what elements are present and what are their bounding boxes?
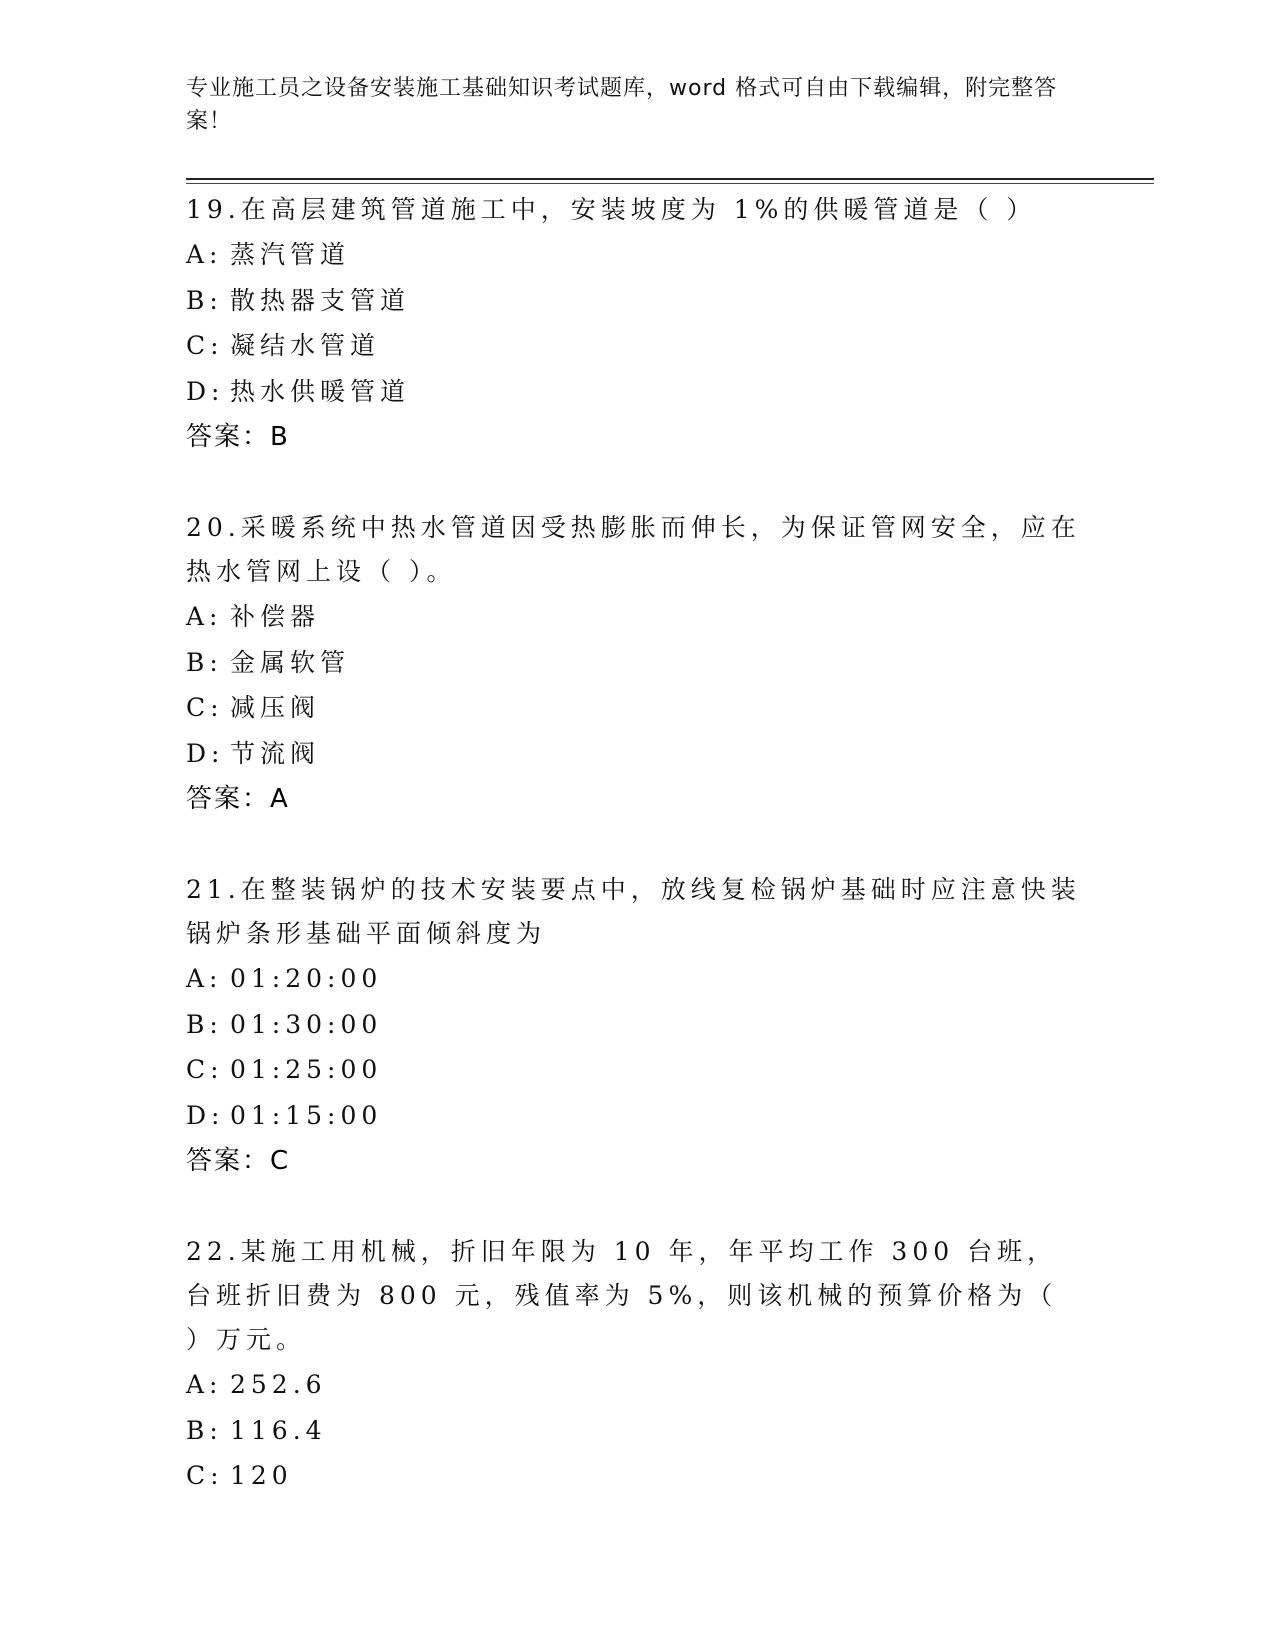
option-text: 热水供暖管道 — [230, 376, 411, 406]
header-divider-thin — [186, 183, 1154, 184]
document-header: 专业施工员之设备安装施工基础知识考试题库，word 格式可自由下载编辑，附完整答案！ — [186, 76, 1058, 134]
option-letter: A: — [186, 602, 223, 631]
option-letter: C: — [186, 693, 224, 722]
option-letter: D: — [186, 738, 225, 768]
option-a — [186, 594, 1086, 640]
option-b — [186, 1408, 1086, 1454]
option-letter: B: — [186, 1415, 223, 1445]
answer-line: 答案：B — [186, 422, 290, 452]
question-20 — [186, 506, 1086, 822]
answer-line: 答案：C — [186, 1146, 291, 1176]
question-19 — [186, 188, 1086, 460]
option-d — [186, 731, 1086, 777]
option-text: 01:20:00 — [230, 964, 383, 993]
option-letter: A: — [186, 1370, 223, 1399]
question-stem: 22.某施工用机械，折旧年限为 10 年，年平均工作 300 台班，台班折旧费为 800 元，残值率为 5%，则该机械的预算价格为（ ）万元。 — [186, 1237, 1058, 1354]
option-text: 116.4 — [230, 1415, 327, 1445]
question-21 — [186, 868, 1086, 1184]
option-text: 减压阀 — [230, 693, 321, 722]
option-b — [186, 1002, 1086, 1048]
option-b — [186, 278, 1086, 324]
option-letter: C: — [186, 1055, 224, 1084]
option-letter: B: — [186, 285, 223, 315]
option-text: 120 — [230, 1461, 293, 1490]
option-c — [186, 1047, 1086, 1093]
option-a — [186, 232, 1086, 278]
option-letter: B: — [186, 1009, 223, 1039]
option-b — [186, 640, 1086, 686]
option-text: 散热器支管道 — [230, 285, 411, 315]
option-text: 节流阀 — [230, 738, 321, 768]
option-d — [186, 369, 1086, 415]
question-stem: 20.采暖系统中热水管道因受热膨胀而伸长，为保证管网安全，应在热水管网上设（ ）。 — [186, 513, 1081, 586]
option-letter: D: — [186, 1100, 225, 1130]
option-a — [186, 1362, 1086, 1408]
option-text: 01:30:00 — [230, 1009, 383, 1039]
option-c — [186, 1453, 1086, 1499]
question-stem: 21.在整装锅炉的技术安装要点中，放线复检锅炉基础时应注意快装锅炉条形基础平面倾斜度为 — [186, 875, 1081, 948]
question-22 — [186, 1230, 1086, 1499]
option-text: 凝结水管道 — [230, 331, 381, 360]
option-c — [186, 685, 1086, 731]
option-letter: A: — [186, 964, 223, 993]
option-text: 01:25:00 — [230, 1055, 383, 1084]
option-d — [186, 1093, 1086, 1139]
header-divider-thick — [186, 178, 1154, 180]
option-text: 蒸汽管道 — [230, 240, 351, 269]
option-letter: C: — [186, 331, 224, 360]
option-letter: B: — [186, 647, 223, 677]
option-a — [186, 956, 1086, 1002]
answer-line: 答案：A — [186, 784, 290, 814]
option-letter: C: — [186, 1461, 224, 1490]
option-text: 金属软管 — [230, 647, 351, 677]
option-letter: D: — [186, 376, 225, 406]
option-c — [186, 323, 1086, 369]
question-stem: 19.在高层建筑管道施工中，安装坡度为 1%的供暖管道是（ ） — [186, 195, 1037, 224]
option-letter: A: — [186, 240, 223, 269]
option-text: 01:15:00 — [230, 1100, 383, 1130]
option-text: 补偿器 — [230, 602, 321, 631]
question-list — [186, 188, 1086, 1545]
option-text: 252.6 — [230, 1370, 327, 1399]
